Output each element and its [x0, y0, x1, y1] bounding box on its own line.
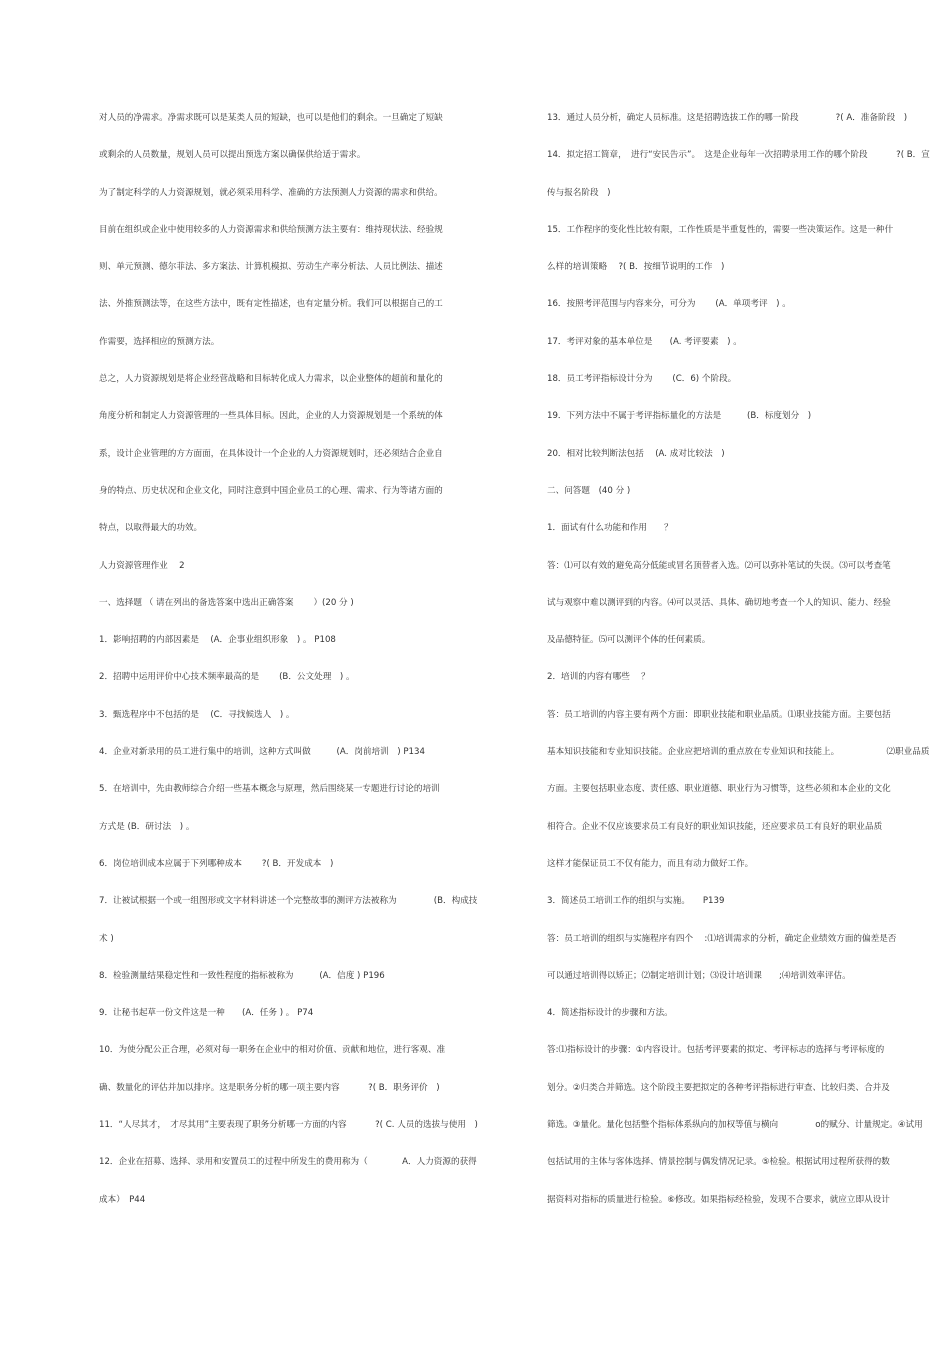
text-line: 答：⑴可以有效的避免高分低能或冒名顶替者入选。⑵可以弥补笔试的失误。⑶可以考查笔	[547, 560, 891, 571]
text-line: 17．考评对象的基本单位是 (A. 考评要素 ) 。	[547, 336, 742, 347]
text-line: 试与观察中难以测评到的内容。⑷可以灵活、具体、确切地考查一个人的知识、能力、经验	[547, 597, 891, 608]
left-column	[99, 109, 509, 1228]
text-line: 2．培训的内容有哪些 ？	[547, 672, 650, 683]
text-line: 3．甄选程序中不包括的是 (C．寻找候选人 ) 。	[99, 709, 295, 720]
text-line: 1．面试有什么功能和作用 ？	[547, 523, 673, 534]
text-line: 筛选。③量化。量化包括整个指标体系纵向的加权等值与横向 o的赋分、计量规定。④试用	[547, 1120, 923, 1131]
text-line: 2．招聘中运用评价中心技术频率最高的是 (B．公文处理 ) 。	[99, 672, 355, 683]
text-line: 身的特点、历史状况和企业文化，同时注意到中国企业员工的心理、需求、行为等诸方面的	[99, 485, 443, 496]
text-line: 包括试用的主体与客体选择、情景控制与偶发情况记录。⑤检验。根据试用过程所获得的数	[547, 1157, 890, 1168]
text-line: 人力资源管理作业 2	[99, 560, 185, 571]
text-line: 划分。②归类合并筛选。这个阶段主要把拟定的各种考评指标进行审查、比较归类、合并及	[547, 1082, 890, 1093]
text-line: 13．通过人员分析，确定人员标准。这是招聘选拔工作的哪一阶段 ?( A．准备阶段 )	[547, 113, 908, 123]
text-line: 及品德特征。⑸可以测评个体的任何素质。	[547, 635, 711, 646]
text-line: 答:⑴指标设计的步骤：①内容设计。包括考评要素的拟定、考评标志的选择与考评标度的	[547, 1045, 885, 1056]
text-line: 6．岗位培训成本应属于下列哪种成本 ?( B．开发成本 )	[99, 858, 334, 869]
text-line: 方面。主要包括职业态度、责任感、职业道德、职业行为习惯等，这些必须和本企业的文化	[547, 784, 891, 795]
text-line: 作需要，选择相应的预测方法。	[99, 336, 220, 347]
text-line: 3．简述员工培训工作的组织与实施。 P139	[547, 896, 725, 907]
text-line: 确、数量化的评估并加以排序。这是职务分析的哪一项主要内容 ?( B．职务评价 )	[99, 1082, 440, 1093]
text-line: 15．工作程序的变化性比较有限，工作性质是半重复性的，需要一些决策运作。这是一种什	[547, 224, 894, 235]
text-line: 18．员工考评指标设计分为 (C．6) 个阶段。	[547, 374, 737, 385]
text-line: 系，设计企业管理的方方面面，在具体设计一个企业的人力资源规划时，还必须结合企业自	[99, 448, 443, 459]
text-line: 12．企业在招募、选择、录用和安置员工的过程中所发生的费用称为（ A．人力资源的获得	[99, 1157, 477, 1168]
text-line: 总之，人力资源规划是将企业经营战略和目标转化成人力需求，以企业整体的超前和量化的	[99, 374, 443, 385]
text-line: 10．为使分配公正合理，必须对每一职务在企业中的相对价值、贡献和地位，进行客观、准	[99, 1045, 446, 1056]
text-line: 目前在组织或企业中使用较多的人力资源需求和供给预测方法主要有：维持现状法、经验规	[99, 224, 443, 235]
text-line: 术 )	[99, 933, 114, 944]
text-line: 答：员工培训的组织与实施程序有四个 :⑴培训需求的分析，确定企业绩效方面的偏差是否	[547, 933, 897, 944]
text-line: 4．企业对新录用的员工进行集中的培训，这种方式叫做 (A．岗前培训 ) P134	[99, 747, 425, 758]
text-line: 为了制定科学的人力资源规划，就必须采用科学、准确的方法预测人力资源的需求和供给。	[99, 187, 443, 198]
text-line: 方式是 (B．研讨法 ) 。	[99, 821, 195, 832]
text-line: 8．检验测量结果稳定性和一致性程度的指标被称为 (A．信度 ) P196	[99, 970, 385, 981]
text-line: 1．影响招聘的内部因素是 (A．企事业组织形象 ) 。 P108	[99, 635, 336, 646]
text-line: 可以通过培训得以矫正；⑵制定培训计划；⑶设计培训课 ;⑷培训效率评估。	[547, 970, 851, 981]
text-line: 20．相对比较判断法包括 (A. 成对比较法 )	[547, 448, 725, 459]
right-column	[547, 109, 949, 1228]
text-line: 成本） P44	[99, 1194, 146, 1205]
text-line: 对人员的净需求。净需求既可以是某类人员的短缺，也可以是他们的剩余。一旦确定了短缺	[99, 113, 443, 123]
text-line: 传与报名阶段 )	[547, 187, 611, 198]
text-line: 9．让秘书起草一份文件这是一种 (A．任务 ) 。 P74	[99, 1008, 314, 1019]
text-line: 角度分析和制定人力资源管理的一些具体目标。因此，企业的人力资源规划是一个系统的体	[99, 411, 443, 422]
text-line: 据资料对指标的质量进行检验。⑥修改。如果指标经检验，发现不合要求，就应立即从设计	[547, 1194, 890, 1205]
text-line: 二、问答题 (40 分 )	[547, 485, 631, 496]
text-line: 答：员工培训的内容主要有两个方面：即职业技能和职业品质。⑴职业技能方面。主要包括	[547, 709, 891, 720]
text-line: 相符合。企业不仅应该要求员工有良好的职业知识技能，还应要求员工有良好的职业品质	[547, 821, 883, 832]
text-line: 4．简述指标设计的步骤和方法。	[547, 1008, 673, 1019]
text-line: 7．让被试根据一个或一组图形或文字材料讲述一个完整故事的测评方法被称为 (B．构成技	[99, 896, 478, 907]
text-line: 16．按照考评范围与内容来分，可分为 (A．单项考评 ) 。	[547, 299, 791, 310]
text-line: 14．拟定招工简章， 进行“安民告示”。 这是企业每年一次招聘录用工作的哪个阶段 ?( B．宣	[547, 150, 930, 161]
text-line: 一、选择题 （ 请在列出的备选答案中选出正确答案 ）(20 分 )	[99, 597, 354, 608]
text-line: 5．在培训中，先由教师综合介绍一些基本概念与原理，然后围绕某一专题进行讨论的培训	[99, 784, 440, 795]
text-line: 法、外推预测法等，在这些方法中，既有定性描述，也有定量分析。我们可以根据自己的工	[99, 299, 443, 310]
text-line: 这样才能保证员工不仅有能力，而且有动力做好工作。	[547, 858, 754, 869]
text-line: 基本知识技能和专业知识技能。企业应把培训的重点放在专业知识和技能上。 ⑵职业品质	[547, 747, 930, 758]
text-line: 么样的培训策略 ?( B．按细节说明的工作 )	[547, 262, 725, 273]
text-line: 或剩余的人员数量，规划人员可以提出预选方案以确保供给适于需求。	[99, 150, 366, 161]
text-line: 11．“人尽其才， 才尽其用”主要表现了职务分析哪一方面的内容 ?( C. 人员的选拔与使用 )	[99, 1120, 478, 1131]
text-line: 特点，以取得最大的功效。	[99, 523, 203, 534]
text-line: 19．下列方法中不属于考评指标量化的方法是 (B．标度划分 )	[547, 411, 812, 422]
text-line: 则、单元预测、德尔菲法、多方案法、计算机模拟、劳动生产率分析法、人员比例法、描述	[99, 262, 443, 273]
